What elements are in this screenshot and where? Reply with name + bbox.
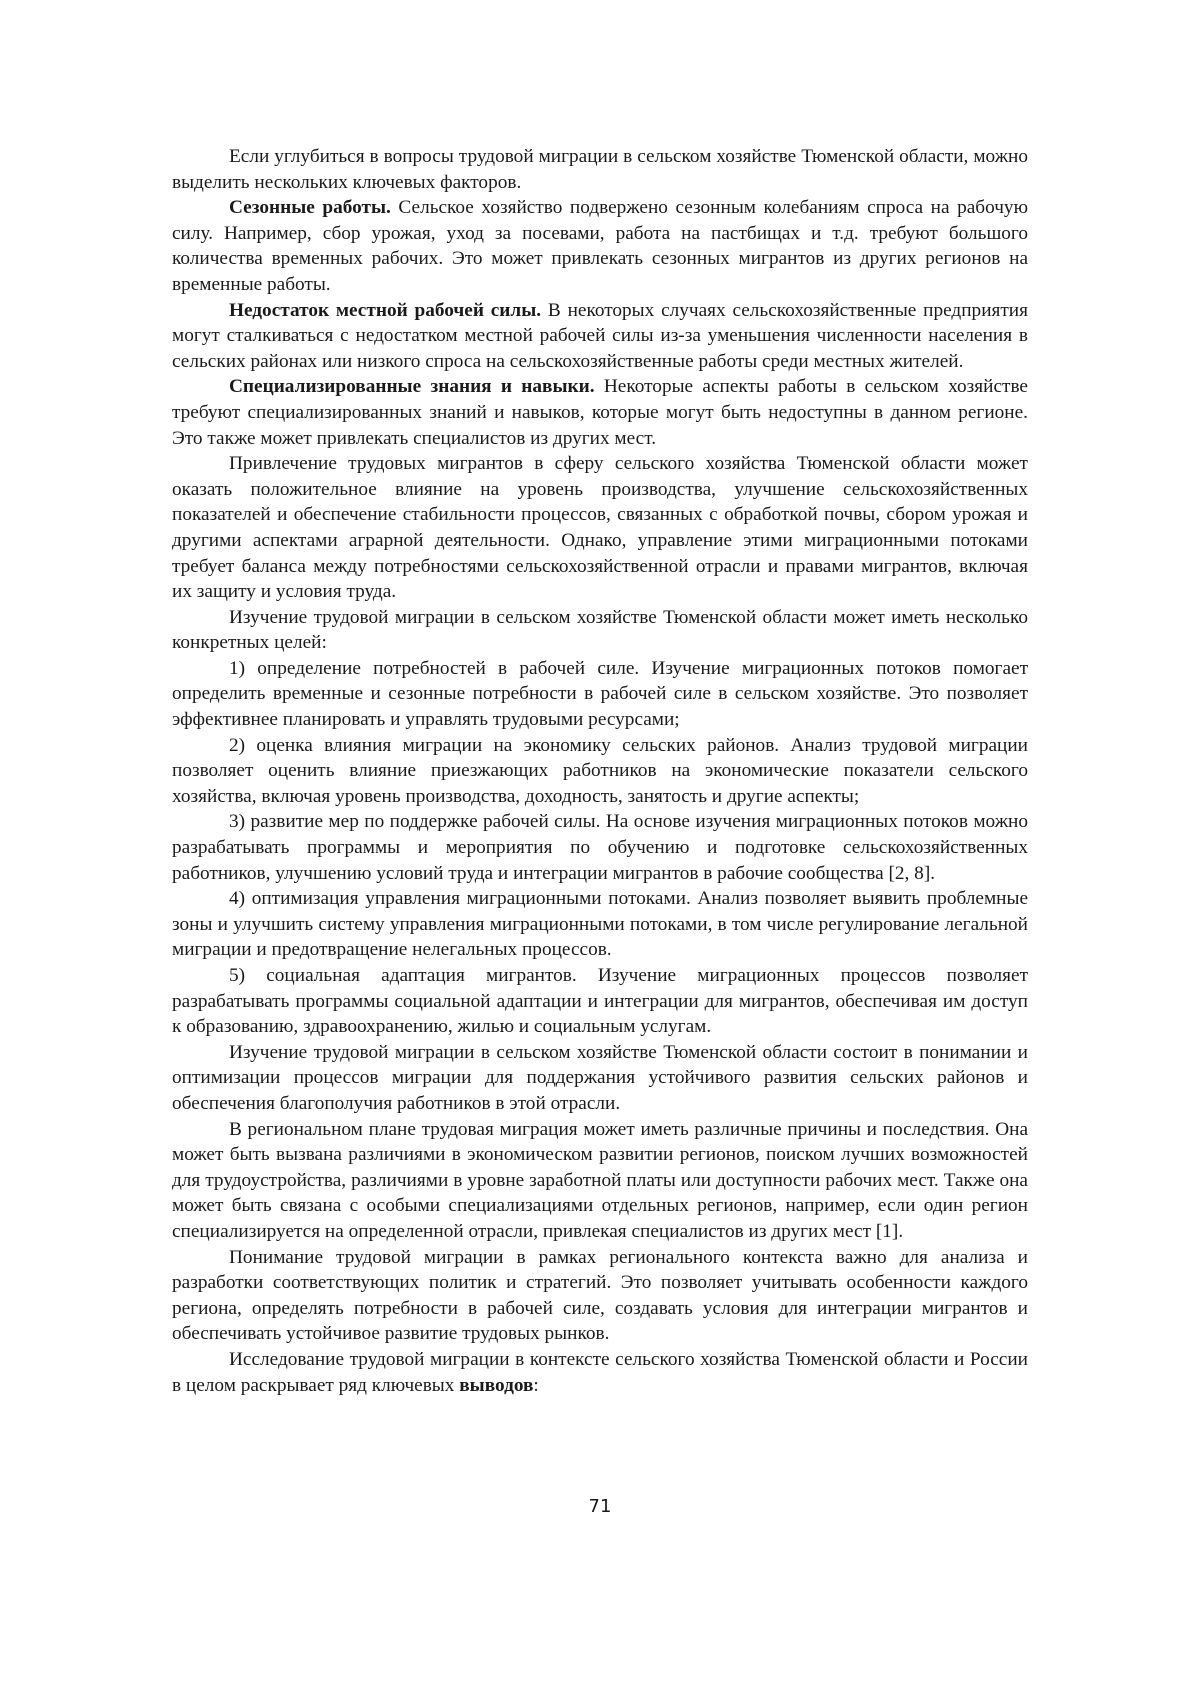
paragraph bbox=[172, 605, 1028, 656]
paragraph bbox=[172, 195, 1028, 297]
list-item bbox=[172, 733, 1028, 810]
paragraph-lead: Специализированные знания и навыки. bbox=[229, 376, 595, 398]
paragraph-lead: Недостаток местной рабочей силы. bbox=[229, 299, 542, 321]
paragraph-text: 5) социальная адаптация мигрантов. Изучение миграционных процессов позволяет разрабатывать программы социальной адаптации и интеграции для мигрантов, обеспечивая им доступ к образованию, здравоохранению, жилью и социальным услугам. bbox=[172, 965, 1028, 1038]
paragraph bbox=[172, 1040, 1028, 1117]
list-item bbox=[172, 656, 1028, 733]
paragraph-text: Сельское хозяйство подвержено сезонным колебаниям спроса на рабочую силу. Например, сбор урожая, уход за посевами, работа на пастбищах и т.д. требуют большого количества временных рабочих. Это может привлекать сезонных мигрантов из других регионов на временные работы. bbox=[172, 197, 1028, 295]
list-item bbox=[172, 809, 1028, 886]
paragraph bbox=[172, 1347, 1028, 1398]
paragraph-tail: : bbox=[533, 1374, 539, 1396]
paragraph-text: Исследование трудовой миграции в контексте сельского хозяйства Тюменской области и России в целом раскрывает ряд ключевых bbox=[172, 1348, 1028, 1396]
paragraph-text: Понимание трудовой миграции в рамках регионального контекста важно для анализа и разработки соответствующих политик и стратегий. Это позволяет учитывать особенности каждого региона, определять потребности в рабочей силе, создавать условия для интеграции мигрантов и обеспечивать устойчивое развитие трудовых рынков. bbox=[172, 1246, 1028, 1345]
list-item bbox=[172, 963, 1028, 1040]
paragraph bbox=[172, 144, 1028, 195]
paragraph-tail-bold: выводов bbox=[459, 1374, 534, 1396]
paragraph-text: Если углубиться в вопросы трудовой миграции в сельском хозяйстве Тюменской области, можно выделить нескольких ключевых факторов. bbox=[172, 146, 1028, 193]
body-text bbox=[172, 144, 1028, 1398]
paragraph bbox=[172, 1245, 1028, 1347]
paragraph-lead: Сезонные работы. bbox=[229, 197, 391, 219]
paragraph-text: В региональном плане трудовая миграция может иметь различные причины и последствия. Она может быть вызвана различиями в экономическом развитии регионов, поиском лучших возможностей для трудоустройства, различиями в уровне заработной платы или доступности рабочих мест. Также она может быть связана с особыми специализациями отдельных регионов, например, если один регион специализируется на определенной отрасли, привлекая специалистов из других мест [1]. bbox=[172, 1118, 1028, 1242]
paragraph-text: Изучение трудовой миграции в сельском хозяйстве Тюменской области состоит в понимании и оптимизации процессов миграции для поддержания устойчивого развития сельских районов и обеспечения благополучия работников в этой отрасли. bbox=[172, 1041, 1028, 1114]
paragraph-text: В некоторых случаях сельскохозяйственные предприятия могут сталкиваться с недостатком местной рабочей силы из-за уменьшения численности населения в сельских районах или низкого спроса на сельскохозяйственные работы среди местных жителей. bbox=[172, 299, 1028, 372]
paragraph bbox=[172, 374, 1028, 451]
paragraph-text: Некоторые аспекты работы в сельском хозяйстве требуют специализированных знаний и навыков, которые могут быть недоступны в данном регионе. Это также может привлекать специалистов из других мест. bbox=[172, 376, 1028, 449]
list-item bbox=[172, 886, 1028, 963]
paragraph-text: 3) развитие мер по поддержке рабочей силы. На основе изучения миграционных потоков можно разрабатывать программы и мероприятия по обучению и подготовке сельскохозяйственных работников, улучшению условий труда и интеграции мигрантов в рабочие сообщества [2, 8]. bbox=[172, 811, 1028, 884]
paragraph bbox=[172, 451, 1028, 605]
paragraph bbox=[172, 1117, 1028, 1245]
paragraph bbox=[172, 298, 1028, 375]
paragraph-text: 1) определение потребностей в рабочей силе. Изучение миграционных потоков помогает определить временные и сезонные потребности в рабочей силе в сельском хозяйстве. Это позволяет эффективнее планировать и управлять трудовыми ресурсами; bbox=[172, 657, 1028, 731]
page-number: 71 bbox=[588, 1496, 612, 1517]
paragraph-text: Изучение трудовой миграции в сельском хозяйстве Тюменской области может иметь несколько конкретных целей: bbox=[172, 606, 1028, 654]
paragraph-text: 2) оценка влияния миграции на экономику сельских районов. Анализ трудовой миграции позволяет оценить влияние приезжающих работников на экономические показатели сельского хозяйства, включая уровень производства, доходность, занятость и другие аспекты; bbox=[172, 734, 1028, 807]
paragraph-text: 4) оптимизация управления миграционными потоками. Анализ позволяет выявить проблемные зоны и улучшить систему управления миграционными потоками, в том числе регулирование легальной миграции и предотвращение нелегальных процессов. bbox=[172, 888, 1028, 961]
paragraph-text: Привлечение трудовых мигрантов в сферу сельского хозяйства Тюменской области может оказать положительное влияние на уровень производства, улучшение сельскохозяйственных показателей и обеспечение стабильности процессов, связанных с обработкой почвы, сбором урожая и другими аспектами аграрной деятельности. Однако, управление этими миграционными потоками требует баланса между потребностями сельскохозяйственной отрасли и правами мигрантов, включая их защиту и условия труда. bbox=[172, 453, 1028, 603]
